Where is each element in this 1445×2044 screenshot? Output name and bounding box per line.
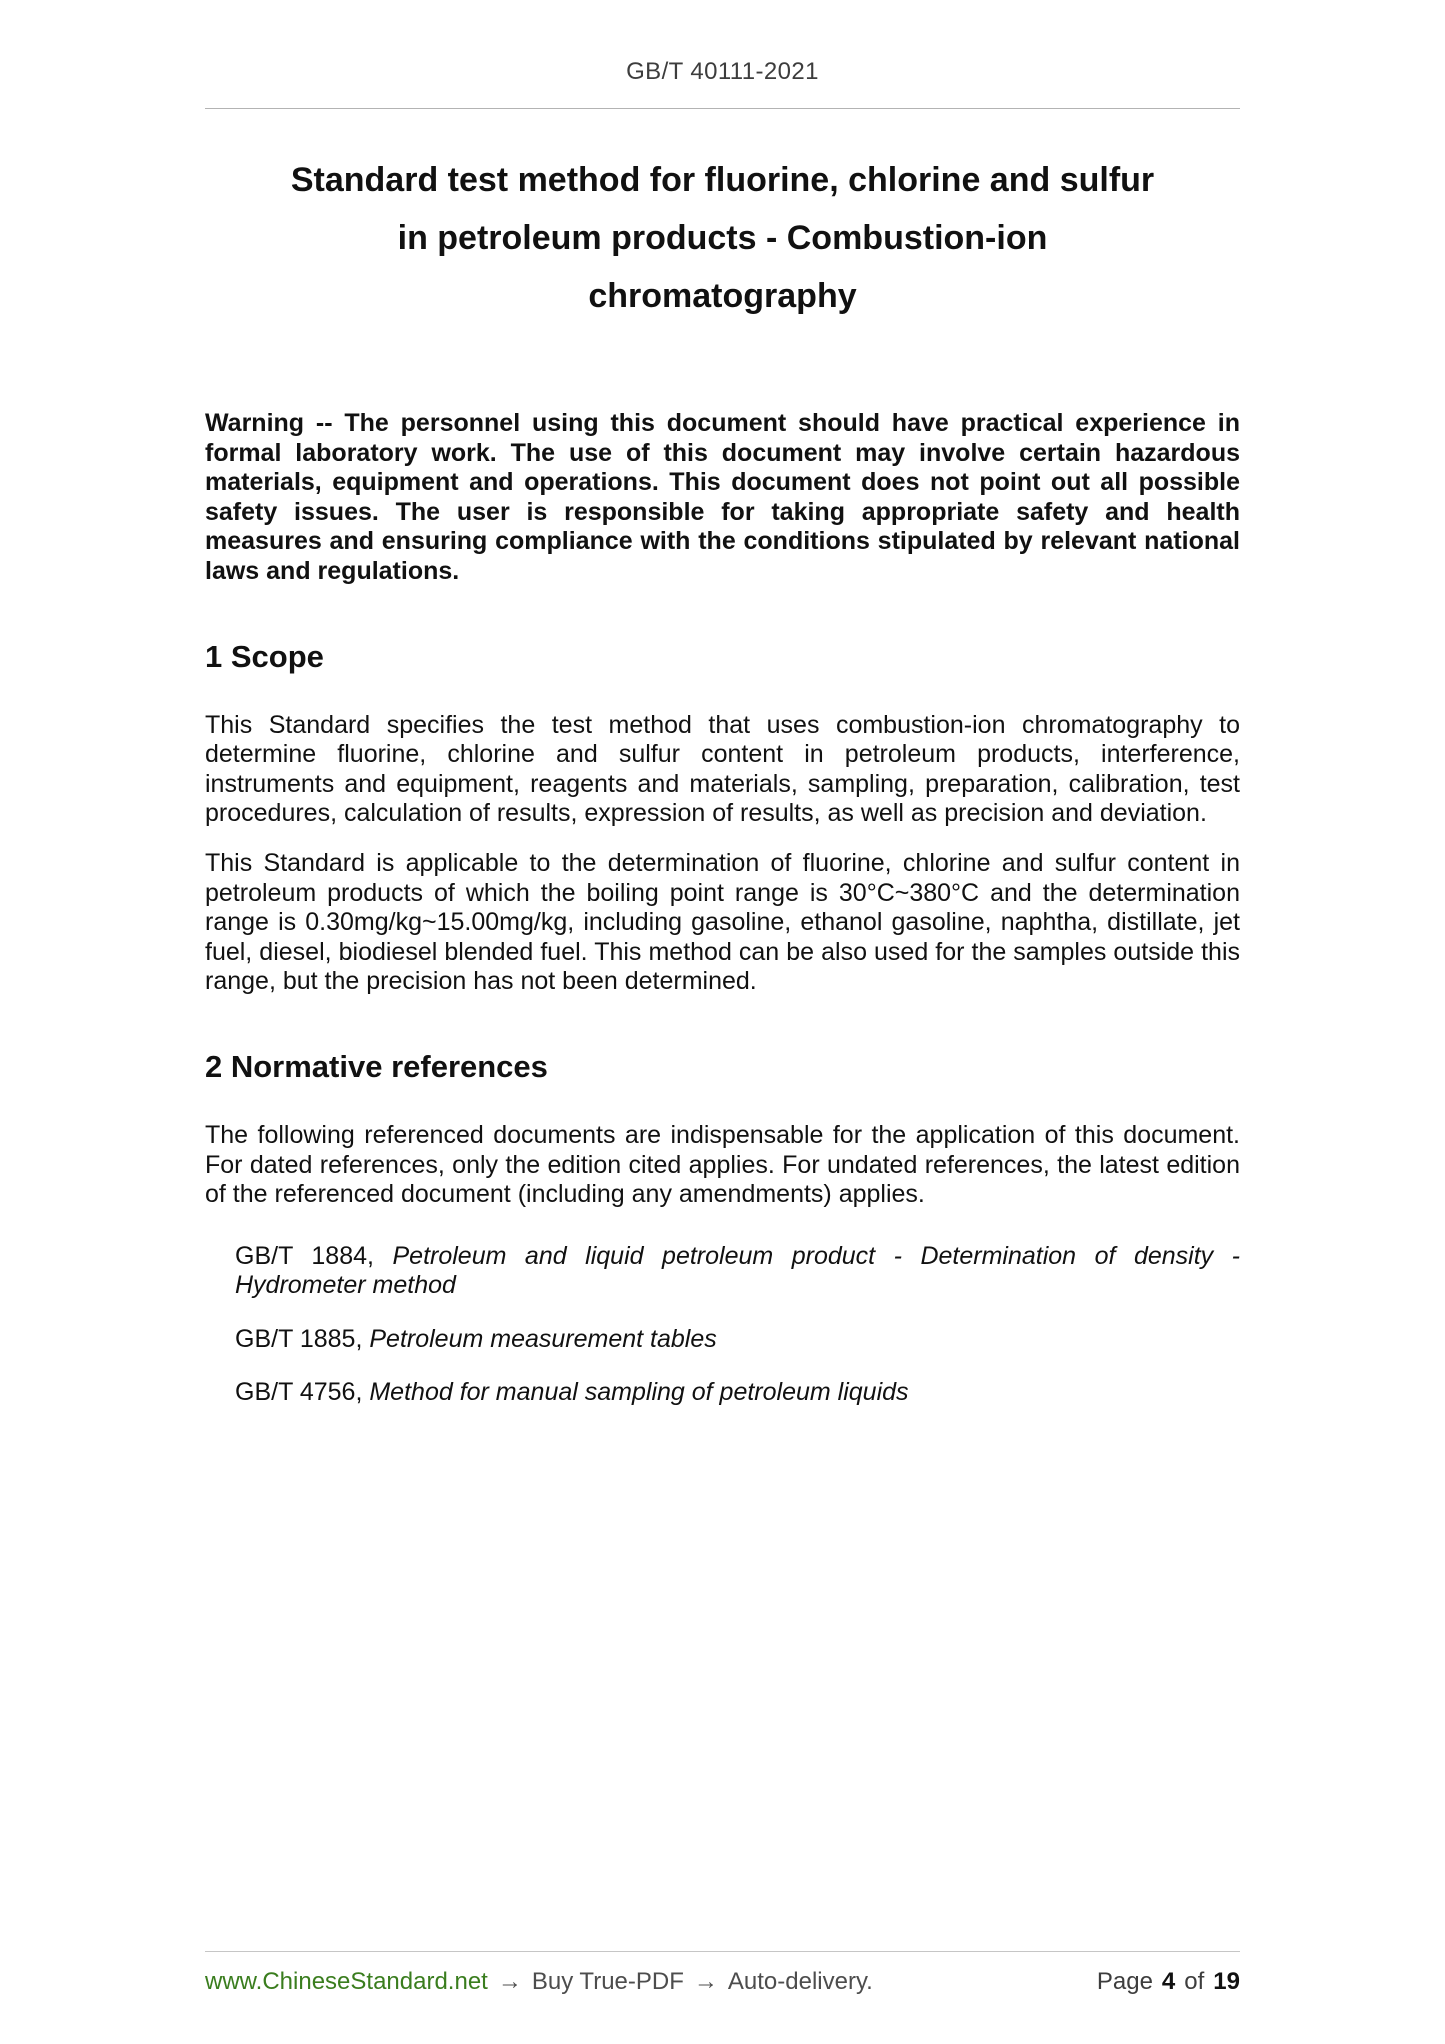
page-indicator: [1097, 1968, 1240, 1996]
auto-delivery-label: Auto-delivery.: [727, 1968, 873, 1995]
document-title: [205, 151, 1240, 325]
document-content: [205, 151, 1240, 1408]
section-scope-heading: 1 Scope: [205, 638, 324, 674]
page-header: [205, 58, 1240, 109]
site-link[interactable]: www.ChineseStandard.net: [205, 1968, 488, 1995]
title-line-2: in petroleum products - Combustion-ion: [397, 219, 1048, 257]
reference-title: Method for manual sampling of petroleum liquids: [369, 1378, 909, 1407]
page-footer: [205, 1951, 1240, 1996]
of-label: of: [1184, 1968, 1205, 1995]
footer-row: [205, 1968, 1240, 1996]
current-page-number: 4: [1161, 1968, 1176, 1995]
reference-code: GB/T 1884,: [235, 1241, 374, 1270]
total-page-number: 19: [1213, 1968, 1240, 1995]
title-line-1: Standard test method for fluorine, chlorine and sulfur: [290, 161, 1155, 199]
warning-paragraph: Warning -- The personnel using this document should have practical experience in formal laboratory work. The use of this document may involve certain hazardous materials, equipment and operations. This document does not point out all possible safety issues. The user is responsible for taking appropriate safety and health measures and ensuring compliance with the conditions stipulated by relevant national laws and regulations.: [205, 409, 1240, 585]
normative-intro-paragraph: The following referenced documents are indispensable for the application of this document. For dated references, only the edition cited applies. For undated references, the latest edition of the referenced document (including any amendments) applies.: [205, 1120, 1240, 1209]
footer-divider: [205, 1951, 1240, 1952]
scope-paragraph-1: This Standard specifies the test method that uses combustion-ion chromatography to determine fluorine, chlorine and sulfur content in petroleum products, interference, instruments and equipment, reagents and materials, sampling, preparation, calibration, test procedures, calculation of results, expression of results, as well as precision and deviation.: [205, 710, 1240, 828]
document-number: GB/T 40111-2021: [626, 58, 819, 85]
footer-source-line: [205, 1968, 873, 1996]
arrow-right-icon: →: [693, 1968, 718, 1995]
reference-item: [235, 1242, 1240, 1301]
reference-code: GB/T 4756,: [235, 1378, 363, 1407]
reference-list: [205, 1242, 1240, 1408]
arrow-right-icon: →: [497, 1968, 522, 1995]
buy-true-pdf-label: Buy True-PDF: [531, 1968, 684, 1995]
reference-title: Petroleum and liquid petroleum product - Determination of density - Hydrometer method: [235, 1241, 1240, 1300]
section-normative-heading: 2 Normative references: [205, 1048, 548, 1084]
reference-code: GB/T 1885,: [235, 1324, 363, 1353]
reference-title: Petroleum measurement tables: [369, 1324, 717, 1353]
reference-item: [235, 1325, 1240, 1355]
reference-item: [235, 1378, 1240, 1408]
title-line-3: chromatography: [588, 277, 857, 315]
header-divider: [205, 108, 1240, 109]
page-label: Page: [1096, 1968, 1153, 1995]
scope-paragraph-2: This Standard is applicable to the determination of fluorine, chlorine and sulfur content in petroleum products of which the boiling point range is 30°C~380°C and the determination range is 0.30mg/kg~15.00mg/kg, including gasoline, ethanol gasoline, naphtha, distillate, jet fuel, diesel, biodiesel blended fuel. This method can be also used for the samples outside this range, but the precision has not been determined.: [205, 848, 1240, 996]
